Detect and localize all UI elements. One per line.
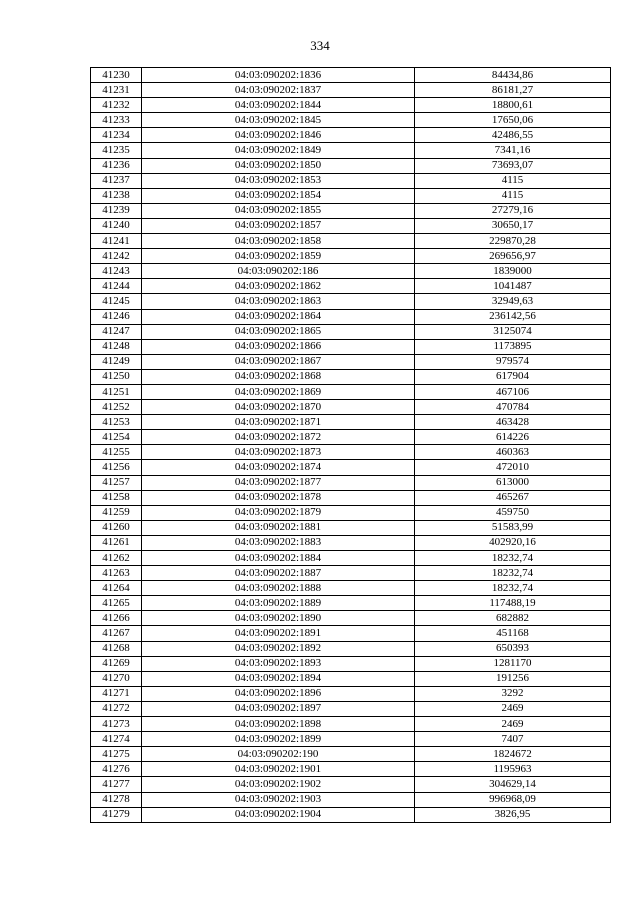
table-row bbox=[91, 777, 611, 792]
table-row bbox=[91, 566, 611, 581]
table-row bbox=[91, 475, 611, 490]
table-row bbox=[91, 656, 611, 671]
value-cell: 2469 bbox=[415, 717, 611, 732]
row-number-cell: 41254 bbox=[91, 430, 142, 445]
row-number-cell: 41263 bbox=[91, 566, 142, 581]
row-number-cell: 41276 bbox=[91, 762, 142, 777]
cadastral-number-cell: 04:03:090202:1854 bbox=[142, 188, 415, 203]
value-cell: 236142,56 bbox=[415, 309, 611, 324]
row-number-cell: 41256 bbox=[91, 460, 142, 475]
table-row bbox=[91, 400, 611, 415]
row-number-cell: 41247 bbox=[91, 324, 142, 339]
value-cell: 1281170 bbox=[415, 656, 611, 671]
value-cell: 613000 bbox=[415, 475, 611, 490]
cadastral-number-cell: 04:03:090202:1887 bbox=[142, 566, 415, 581]
value-cell: 617904 bbox=[415, 369, 611, 384]
row-number-cell: 41242 bbox=[91, 249, 142, 264]
cadastral-number-cell: 04:03:090202:1837 bbox=[142, 83, 415, 98]
row-number-cell: 41244 bbox=[91, 279, 142, 294]
cadastral-number-cell: 04:03:090202:1836 bbox=[142, 68, 415, 83]
cadastral-number-cell: 04:03:090202:1891 bbox=[142, 626, 415, 641]
cadastral-number-cell: 04:03:090202:1899 bbox=[142, 732, 415, 747]
cadastral-number-cell: 04:03:090202:1867 bbox=[142, 354, 415, 369]
row-number-cell: 41266 bbox=[91, 611, 142, 626]
value-cell: 73693,07 bbox=[415, 158, 611, 173]
row-number-cell: 41262 bbox=[91, 551, 142, 566]
value-cell: 1839000 bbox=[415, 264, 611, 279]
row-number-cell: 41232 bbox=[91, 98, 142, 113]
value-cell: 1195963 bbox=[415, 762, 611, 777]
table-row bbox=[91, 68, 611, 83]
row-number-cell: 41270 bbox=[91, 671, 142, 686]
row-number-cell: 41274 bbox=[91, 732, 142, 747]
table-row bbox=[91, 234, 611, 249]
cadastral-number-cell: 04:03:090202:1862 bbox=[142, 279, 415, 294]
row-number-cell: 41257 bbox=[91, 475, 142, 490]
row-number-cell: 41268 bbox=[91, 641, 142, 656]
row-number-cell: 41260 bbox=[91, 520, 142, 535]
cadastral-number-cell: 04:03:090202:1864 bbox=[142, 309, 415, 324]
row-number-cell: 41278 bbox=[91, 792, 142, 807]
value-cell: 3292 bbox=[415, 686, 611, 701]
value-cell: 2469 bbox=[415, 701, 611, 716]
row-number-cell: 41235 bbox=[91, 143, 142, 158]
cadastral-number-cell: 04:03:090202:1874 bbox=[142, 460, 415, 475]
table-row bbox=[91, 717, 611, 732]
row-number-cell: 41261 bbox=[91, 535, 142, 550]
row-number-cell: 41240 bbox=[91, 218, 142, 233]
value-cell: 17650,06 bbox=[415, 113, 611, 128]
cadastral-number-cell: 04:03:090202:1868 bbox=[142, 369, 415, 384]
cadastral-number-cell: 04:03:090202:1890 bbox=[142, 611, 415, 626]
table-row bbox=[91, 339, 611, 354]
cadastral-number-cell: 04:03:090202:1866 bbox=[142, 339, 415, 354]
cadastral-number-cell: 04:03:090202:1897 bbox=[142, 701, 415, 716]
table-row bbox=[91, 807, 611, 822]
table-row bbox=[91, 98, 611, 113]
cadastral-number-cell: 04:03:090202:190 bbox=[142, 747, 415, 762]
table-row bbox=[91, 445, 611, 460]
value-cell: 465267 bbox=[415, 490, 611, 505]
row-number-cell: 41258 bbox=[91, 490, 142, 505]
row-number-cell: 41264 bbox=[91, 581, 142, 596]
table-row bbox=[91, 279, 611, 294]
value-cell: 269656,97 bbox=[415, 249, 611, 264]
row-number-cell: 41234 bbox=[91, 128, 142, 143]
row-number-cell: 41241 bbox=[91, 234, 142, 249]
row-number-cell: 41233 bbox=[91, 113, 142, 128]
table-row bbox=[91, 505, 611, 520]
cadastral-number-cell: 04:03:090202:1878 bbox=[142, 490, 415, 505]
value-cell: 304629,14 bbox=[415, 777, 611, 792]
value-cell: 18232,74 bbox=[415, 581, 611, 596]
cadastral-number-cell: 04:03:090202:1869 bbox=[142, 384, 415, 399]
value-cell: 470784 bbox=[415, 400, 611, 415]
table-row bbox=[91, 143, 611, 158]
cadastral-number-cell: 04:03:090202:1870 bbox=[142, 400, 415, 415]
row-number-cell: 41230 bbox=[91, 68, 142, 83]
value-cell: 32949,63 bbox=[415, 294, 611, 309]
cadastral-number-cell: 04:03:090202:1844 bbox=[142, 98, 415, 113]
table-row bbox=[91, 128, 611, 143]
cadastral-number-cell: 04:03:090202:1896 bbox=[142, 686, 415, 701]
cadastral-number-cell: 04:03:090202:1892 bbox=[142, 641, 415, 656]
cadastral-number-cell: 04:03:090202:1881 bbox=[142, 520, 415, 535]
table-row bbox=[91, 218, 611, 233]
row-number-cell: 41252 bbox=[91, 400, 142, 415]
cadastral-number-cell: 04:03:090202:1859 bbox=[142, 249, 415, 264]
row-number-cell: 41272 bbox=[91, 701, 142, 716]
table-row bbox=[91, 384, 611, 399]
value-cell: 3125074 bbox=[415, 324, 611, 339]
cadastral-number-cell: 04:03:090202:1873 bbox=[142, 445, 415, 460]
value-cell: 460363 bbox=[415, 445, 611, 460]
cadastral-number-cell: 04:03:090202:1902 bbox=[142, 777, 415, 792]
value-cell: 42486,55 bbox=[415, 128, 611, 143]
table-row bbox=[91, 249, 611, 264]
row-number-cell: 41239 bbox=[91, 203, 142, 218]
value-cell: 7341,16 bbox=[415, 143, 611, 158]
row-number-cell: 41237 bbox=[91, 173, 142, 188]
cadastral-number-cell: 04:03:090202:1865 bbox=[142, 324, 415, 339]
table-row bbox=[91, 369, 611, 384]
row-number-cell: 41236 bbox=[91, 158, 142, 173]
table-row bbox=[91, 490, 611, 505]
row-number-cell: 41267 bbox=[91, 626, 142, 641]
cadastral-number-cell: 04:03:090202:1871 bbox=[142, 415, 415, 430]
cadastral-number-cell: 04:03:090202:1889 bbox=[142, 596, 415, 611]
table-row bbox=[91, 671, 611, 686]
table-row bbox=[91, 762, 611, 777]
value-cell: 979574 bbox=[415, 354, 611, 369]
cadastral-number-cell: 04:03:090202:1888 bbox=[142, 581, 415, 596]
table-row bbox=[91, 792, 611, 807]
cadastral-number-cell: 04:03:090202:1853 bbox=[142, 173, 415, 188]
row-number-cell: 41246 bbox=[91, 309, 142, 324]
cadastral-number-cell: 04:03:090202:1879 bbox=[142, 505, 415, 520]
row-number-cell: 41273 bbox=[91, 717, 142, 732]
row-number-cell: 41255 bbox=[91, 445, 142, 460]
table-row bbox=[91, 626, 611, 641]
row-number-cell: 41245 bbox=[91, 294, 142, 309]
value-cell: 996968,09 bbox=[415, 792, 611, 807]
cadastral-number-cell: 04:03:090202:1845 bbox=[142, 113, 415, 128]
row-number-cell: 41259 bbox=[91, 505, 142, 520]
row-number-cell: 41269 bbox=[91, 656, 142, 671]
table-row bbox=[91, 611, 611, 626]
value-cell: 402920,16 bbox=[415, 535, 611, 550]
value-cell: 18232,74 bbox=[415, 551, 611, 566]
table-row bbox=[91, 686, 611, 701]
table-row bbox=[91, 83, 611, 98]
table-row bbox=[91, 324, 611, 339]
value-cell: 459750 bbox=[415, 505, 611, 520]
value-cell: 7407 bbox=[415, 732, 611, 747]
row-number-cell: 41275 bbox=[91, 747, 142, 762]
table-row bbox=[91, 732, 611, 747]
value-cell: 229870,28 bbox=[415, 234, 611, 249]
table-row bbox=[91, 581, 611, 596]
table-row bbox=[91, 535, 611, 550]
value-cell: 467106 bbox=[415, 384, 611, 399]
value-cell: 27279,16 bbox=[415, 203, 611, 218]
cadastral-number-cell: 04:03:090202:1901 bbox=[142, 762, 415, 777]
value-cell: 3826,95 bbox=[415, 807, 611, 822]
value-cell: 472010 bbox=[415, 460, 611, 475]
cadastral-number-cell: 04:03:090202:1855 bbox=[142, 203, 415, 218]
row-number-cell: 41243 bbox=[91, 264, 142, 279]
value-cell: 463428 bbox=[415, 415, 611, 430]
value-cell: 1041487 bbox=[415, 279, 611, 294]
table-row bbox=[91, 203, 611, 218]
value-cell: 191256 bbox=[415, 671, 611, 686]
row-number-cell: 41248 bbox=[91, 339, 142, 354]
cadastral-number-cell: 04:03:090202:1893 bbox=[142, 656, 415, 671]
value-cell: 451168 bbox=[415, 626, 611, 641]
table-row bbox=[91, 641, 611, 656]
table-row bbox=[91, 415, 611, 430]
value-cell: 51583,99 bbox=[415, 520, 611, 535]
cadastral-number-cell: 04:03:090202:1904 bbox=[142, 807, 415, 822]
table-row bbox=[91, 551, 611, 566]
table-row bbox=[91, 173, 611, 188]
value-cell: 614226 bbox=[415, 430, 611, 445]
table-row bbox=[91, 113, 611, 128]
table-row bbox=[91, 188, 611, 203]
cadastral-number-cell: 04:03:090202:1863 bbox=[142, 294, 415, 309]
table-row bbox=[91, 294, 611, 309]
row-number-cell: 41277 bbox=[91, 777, 142, 792]
value-cell: 86181,27 bbox=[415, 83, 611, 98]
value-cell: 30650,17 bbox=[415, 218, 611, 233]
table-row bbox=[91, 460, 611, 475]
cadastral-number-cell: 04:03:090202:1877 bbox=[142, 475, 415, 490]
value-cell: 117488,19 bbox=[415, 596, 611, 611]
table-body bbox=[91, 68, 611, 823]
cadastral-number-cell: 04:03:090202:1858 bbox=[142, 234, 415, 249]
value-cell: 1173895 bbox=[415, 339, 611, 354]
table-row bbox=[91, 596, 611, 611]
cadastral-number-cell: 04:03:090202:1898 bbox=[142, 717, 415, 732]
value-cell: 4115 bbox=[415, 188, 611, 203]
row-number-cell: 41253 bbox=[91, 415, 142, 430]
table-row bbox=[91, 430, 611, 445]
value-cell: 18800,61 bbox=[415, 98, 611, 113]
table-row bbox=[91, 309, 611, 324]
cadastral-number-cell: 04:03:090202:1872 bbox=[142, 430, 415, 445]
row-number-cell: 41231 bbox=[91, 83, 142, 98]
cadastral-number-cell: 04:03:090202:1850 bbox=[142, 158, 415, 173]
row-number-cell: 41279 bbox=[91, 807, 142, 822]
cadastral-number-cell: 04:03:090202:1849 bbox=[142, 143, 415, 158]
value-cell: 4115 bbox=[415, 173, 611, 188]
cadastral-number-cell: 04:03:090202:1883 bbox=[142, 535, 415, 550]
cadastral-number-cell: 04:03:090202:1894 bbox=[142, 671, 415, 686]
table-row bbox=[91, 264, 611, 279]
row-number-cell: 41251 bbox=[91, 384, 142, 399]
value-cell: 650393 bbox=[415, 641, 611, 656]
table-row bbox=[91, 747, 611, 762]
cadastral-number-cell: 04:03:090202:1857 bbox=[142, 218, 415, 233]
table-row bbox=[91, 701, 611, 716]
cadastral-number-cell: 04:03:090202:1903 bbox=[142, 792, 415, 807]
table-row bbox=[91, 354, 611, 369]
cadastral-value-table bbox=[90, 67, 611, 823]
value-cell: 682882 bbox=[415, 611, 611, 626]
page-number: 334 bbox=[310, 38, 330, 53]
row-number-cell: 41265 bbox=[91, 596, 142, 611]
value-cell: 84434,86 bbox=[415, 68, 611, 83]
value-cell: 1824672 bbox=[415, 747, 611, 762]
row-number-cell: 41250 bbox=[91, 369, 142, 384]
cadastral-number-cell: 04:03:090202:1846 bbox=[142, 128, 415, 143]
value-cell: 18232,74 bbox=[415, 566, 611, 581]
cadastral-number-cell: 04:03:090202:1884 bbox=[142, 551, 415, 566]
cadastral-number-cell: 04:03:090202:186 bbox=[142, 264, 415, 279]
table-row bbox=[91, 158, 611, 173]
row-number-cell: 41271 bbox=[91, 686, 142, 701]
table-row bbox=[91, 520, 611, 535]
row-number-cell: 41249 bbox=[91, 354, 142, 369]
row-number-cell: 41238 bbox=[91, 188, 142, 203]
